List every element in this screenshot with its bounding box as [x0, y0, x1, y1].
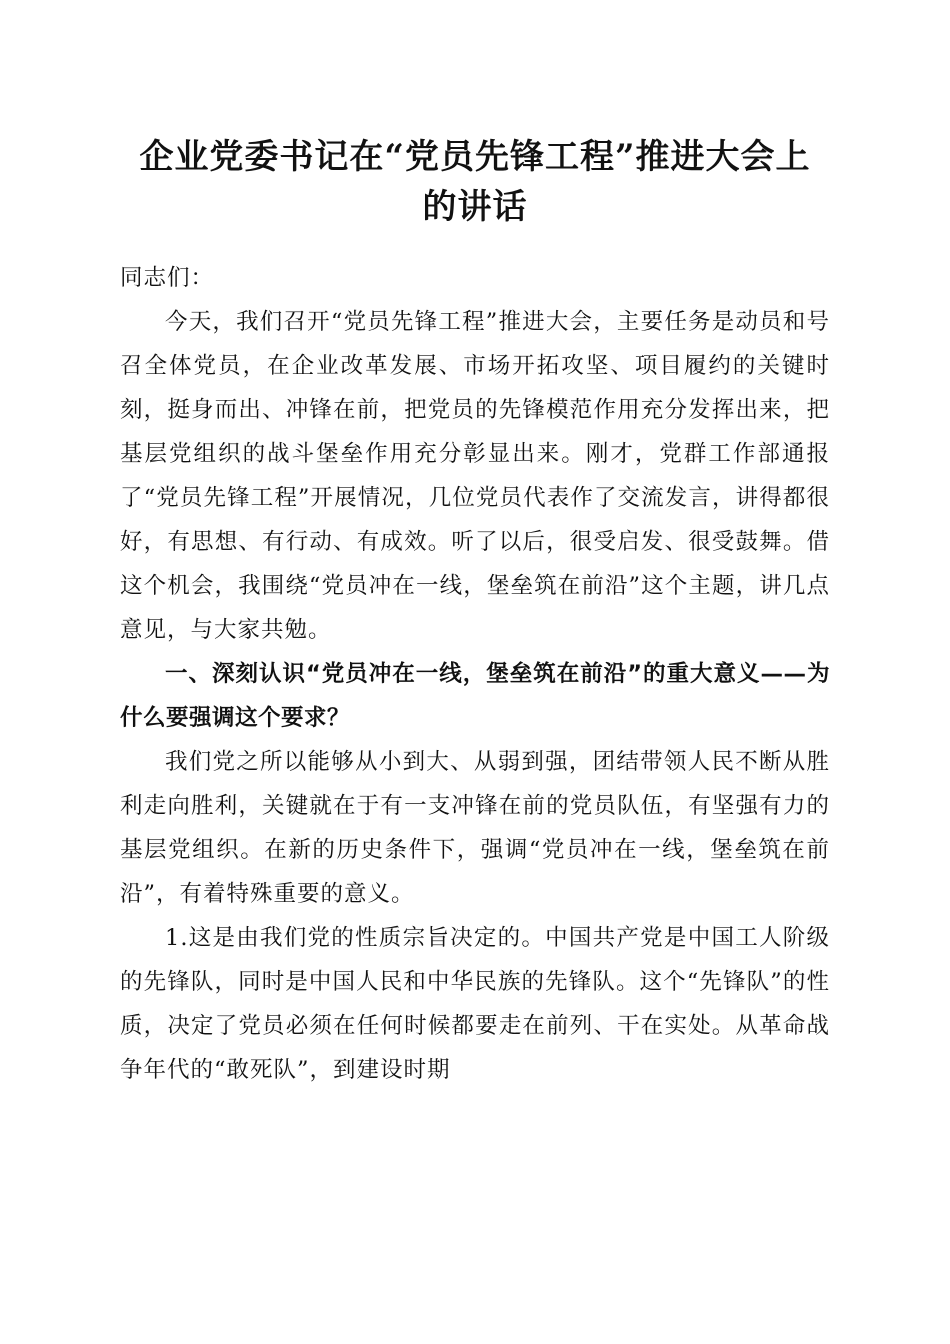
document-body	[120, 256, 830, 1092]
section-heading-1: 一、深刻认识“党员冲在一线，堡垒筑在前沿”的重大意义——为什么要强调这个要求？	[120, 661, 830, 731]
section-1-paragraph: 我们党之所以能够从小到大、从弱到强，团结带领人民不断从胜利走向胜利，关键就在于有一支冲锋在前的党员队伍，有坚强有力的基层党组织。在新的历史条件下，强调“党员冲在一线，堡垒筑在前沿”，有着特殊重要的意义。	[120, 749, 830, 907]
point-1-paragraph: 1.这是由我们党的性质宗旨决定的。中国共产党是中国工人阶级的先锋队，同时是中国人民和中华民族的先锋队。这个“先锋队”的性质，决定了党员必须在任何时候都要走在前列、干在实处。从革命战争年代的“敢死队”，到建设时期	[120, 925, 830, 1083]
intro-paragraph: 今天，我们召开“党员先锋工程”推进大会，主要任务是动员和号召全体党员，在企业改革发展、市场开拓攻坚、项目履约的关键时刻，挺身而出、冲锋在前，把党员的先锋模范作用充分发挥出来，把基层党组织的战斗堡垒作用充分彰显出来。刚才，党群工作部通报了“党员先锋工程”开展情况，几位党员代表作了交流发言，讲得都很好，有思想、有行动、有成效。听了以后，很受启发、很受鼓舞。借这个机会，我围绕“党员冲在一线，堡垒筑在前沿”这个主题，讲几点意见，与大家共勉。	[120, 309, 830, 643]
title-line-2: 的讲话	[422, 187, 528, 227]
document-title	[100, 132, 850, 232]
title-line-1: 企业党委书记在“党员先锋工程”推进大会上	[139, 137, 811, 177]
salutation: 同志们：	[120, 265, 215, 291]
